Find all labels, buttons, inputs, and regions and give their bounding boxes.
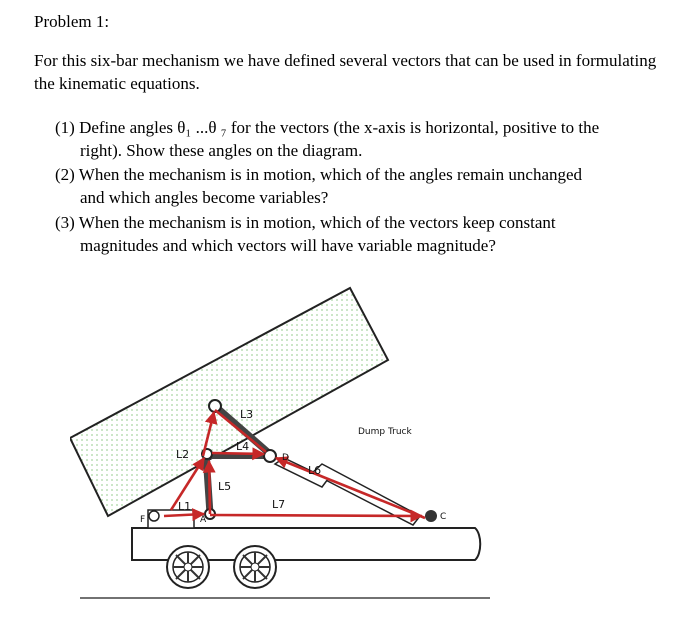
question-3-line2: magnitudes and which vectors will have variable magnitude? — [80, 236, 496, 255]
question-2-line2: and which angles become variables? — [80, 188, 329, 207]
label-L1: L1 — [178, 500, 192, 513]
vector-L6 — [276, 458, 425, 518]
figure-caption: Dump Truck — [358, 427, 412, 437]
pivot-F — [149, 511, 159, 521]
label-L4: L4 — [236, 440, 250, 453]
label-L7: L7 — [272, 498, 286, 511]
question-3-number: (3) — [55, 213, 75, 232]
label-L6: L6 — [308, 464, 322, 477]
vector-L5 — [209, 461, 210, 514]
wheel-left — [167, 546, 209, 588]
question-2 — [55, 163, 675, 209]
question-1-line1: Define angles θ₁ ...θ ₇ for the vectors (the x-axis is horizontal, positive to the — [79, 118, 600, 137]
label-F: F — [140, 515, 146, 525]
label-D: D — [282, 453, 289, 463]
label-C: C — [440, 512, 447, 522]
label-A: A — [200, 515, 207, 525]
problem-title: Problem 1: — [34, 12, 110, 31]
question-2-number: (2) — [55, 165, 75, 184]
vector-L4 — [212, 453, 264, 454]
question-3 — [55, 211, 675, 257]
label-L5: L5 — [218, 480, 232, 493]
label-L3: L3 — [240, 408, 254, 421]
question-1-line2: right). Show these angles on the diagram. — [80, 141, 363, 160]
dump-truck-figure — [70, 278, 500, 618]
vector-L7 — [210, 515, 422, 516]
question-1-number: (1) — [55, 118, 75, 137]
question-2-line1: When the mechanism is in motion, which of the angles remain unchanged — [78, 165, 583, 184]
wheel-right — [234, 546, 276, 588]
problem-intro: For this six-bar mechanism we have defined several vectors that can be used in formulating the kinematic equations. — [34, 51, 657, 93]
label-L2: L2 — [176, 448, 190, 461]
question-3-line1: When the mechanism is in motion, which of the vectors keep constant — [78, 213, 556, 232]
question-1 — [55, 116, 675, 162]
